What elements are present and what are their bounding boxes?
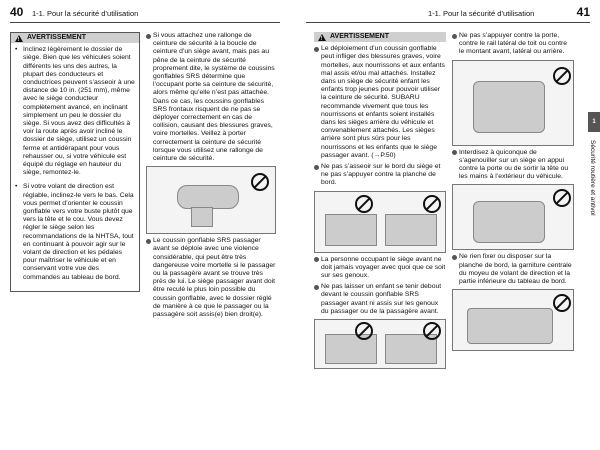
right-section-title: 1-1. Pour la sécurité d’utilisation: [428, 9, 535, 18]
kneeling-seat-illustration: [452, 184, 574, 250]
left-text-column: [146, 32, 276, 322]
bullet-dot-icon: [314, 165, 319, 170]
bullet-item: [452, 32, 574, 57]
belt-extender-illustration: [146, 166, 276, 234]
bullet-dot-icon: [314, 47, 319, 52]
bullet-dot-icon: [146, 34, 151, 39]
bullet-dot-icon: [452, 255, 457, 260]
bullet-text: Interdisez à quiconque de s’agenouiller sur un siège en appui contre la porte ou de sortir la tête ou les mains à l’extérieur du véhicule.: [459, 148, 569, 181]
bullet-text: Le coussin gonflable SRS passager avant se déploie avec une violence considérable, qui peut être très dangereuse voire mortelle si le passager ou la passagère avant se trouve très près de lui. Le siège passager avant doit être reculé le plus loin possible du coussin gonflable, avec le dossier réglé de manière à ce que le passager ou la passagère soit assis(e) bien droit(e).: [153, 237, 276, 319]
bullet-item: [452, 149, 574, 182]
bullet-text: Le déploiement d’un coussin gonflable peut infliger des blessures graves, voire mortelles, aux nourrissons et aux enfants mal assis et/ou mal attachés. Installez dans un siège de sécurité enfant les enfants trop jeunes pour pouvoir utiliser la ceinture de sécurité. SUBARU recommande vivement que tous les nourrissons et enfants soient installés dans les sièges arrière du véhicule et convenablement attachés. Les sièges arrière sont plus sûrs pour les nourrissons et les enfants que le siège passager avant. (→P.50): [321, 45, 445, 159]
prohibited-icon: [355, 195, 373, 213]
bullet-text: Ne rien fixer ou disposer sur la planche de bord, la garniture centrale du moyeu de volant de direction et la partie inférieure du tableau de bord.: [459, 253, 572, 286]
chapter-label-text: Sécurité routière et antivol: [589, 140, 596, 216]
warning-header: [314, 32, 446, 42]
warning-triangle-icon: [15, 35, 23, 42]
bullet-dot-icon: [146, 239, 151, 244]
bullet-dot-icon: [452, 150, 457, 155]
right-text-column: [452, 32, 574, 354]
bullet-text: La personne occupant le siège avant ne doit jamais voyager avec quoi que ce soit sur ses genoux.: [321, 255, 446, 280]
bullet-text: Ne pas s’asseoir sur le bord du siège et ne pas s’appuyer contre la planche de bord.: [321, 163, 441, 187]
prohibited-icon: [355, 322, 373, 340]
bullet-item: [314, 256, 446, 281]
prohibited-icon: [553, 294, 571, 312]
bullet-item: [146, 32, 276, 163]
bullet-item: [314, 45, 446, 160]
bullet-item: [314, 163, 446, 188]
warning-item: • Si votre volant de direction est réglable, inclinez-le vers le bas. Cela vous permet d’orienter le coussin gonflable vers votre buste plutôt que vers la tête et le cou. Vous devez régler le siège selon les recommandations de la NHTSA, tout en continuant à pouvoir agir sur le volant de direction et les pédales pour maîtriser le véhicule et en conservant votre vue des commandes au tableau de bord.: [23, 183, 135, 281]
bullet-dot-icon: [314, 285, 319, 290]
prohibited-icon: [553, 189, 571, 207]
left-page-header: [10, 0, 280, 23]
left-warning-column: [10, 32, 140, 292]
left-section-title: 1-1. Pour la sécurité d’utilisation: [32, 9, 139, 18]
child-standing-illustration: [314, 319, 446, 369]
leaning-door-illustration: [452, 60, 574, 146]
bullet-item: [452, 253, 574, 286]
chapter-tab: 1: [588, 112, 600, 132]
prohibited-icon: [423, 322, 441, 340]
leaning-dashboard-illustration: [314, 191, 446, 253]
bullet-item: [314, 283, 446, 316]
dashboard-objects-illustration: [452, 289, 574, 351]
bullet-text: Ne pas s’appuyer contre la porte, contre le rail latéral de toit ou contre le montant avant, latéral ou arrière.: [459, 32, 568, 56]
warning-title: AVERTISSEMENT: [330, 33, 389, 40]
left-page-number: 40: [10, 5, 24, 19]
prohibited-icon: [553, 67, 571, 85]
bullet-item: [146, 237, 276, 319]
right-page-header: [306, 0, 590, 23]
prohibited-icon: [251, 173, 269, 191]
right-page-number: 41: [576, 5, 590, 19]
bullet-text: Si vous attachez une rallonge de ceinture de sécurité à la boucle de ceinture d’un siège avant, mais pas au pêne de la ceinture de sécurité proprement dite, le système de coussins gonflables SRS détermine que l’occupant porte sa ceinture de sécurité, alors même qu’elle n’est pas attachée. Dans ce cas, les coussins gonflables SRS frontaux risquent de ne pas se déployer correctement en cas de collision, causant des blessures graves, voire mortelles. Veillez à porter correctement la ceinture de sécurité lorsque vous utilisez une rallonge de ceinture de sécurité.: [153, 32, 275, 163]
bullet-text: Ne pas laisser un enfant se tenir debout devant le coussin gonflable SRS passager avant ni assis sur les genoux du passager ou de la passagère avant.: [321, 283, 442, 315]
warning-triangle-icon: [318, 34, 326, 41]
prohibited-icon: [423, 195, 441, 213]
bullet-dot-icon: [314, 257, 319, 262]
warning-header: [11, 33, 139, 43]
right-warning-column: [314, 32, 446, 372]
warning-title: AVERTISSEMENT: [27, 34, 86, 41]
warning-item: • Inclinez légèrement le dossier de siège. Bien que les véhicules soient différents les uns des autres, la plupart des conducteurs et conductrices peuvent s’asseoir à une distance de 10 in. (251 mm), même avec le siège conducteur complètement avancé, en inclinant simplement un peu le dossier du siège. Si vous avez des difficultés à voir la route après avoir incliné le dossier de siège, utilisez un coussin ferme et antidérapant pour vous rehausser ou, si votre véhicule est équipé du réglage en hauteur du siège, remontez-le.: [23, 46, 135, 177]
warning-box-right: [314, 32, 446, 42]
chapter-label: [586, 140, 598, 270]
warning-box-left: [10, 32, 140, 292]
bullet-dot-icon: [452, 34, 457, 39]
